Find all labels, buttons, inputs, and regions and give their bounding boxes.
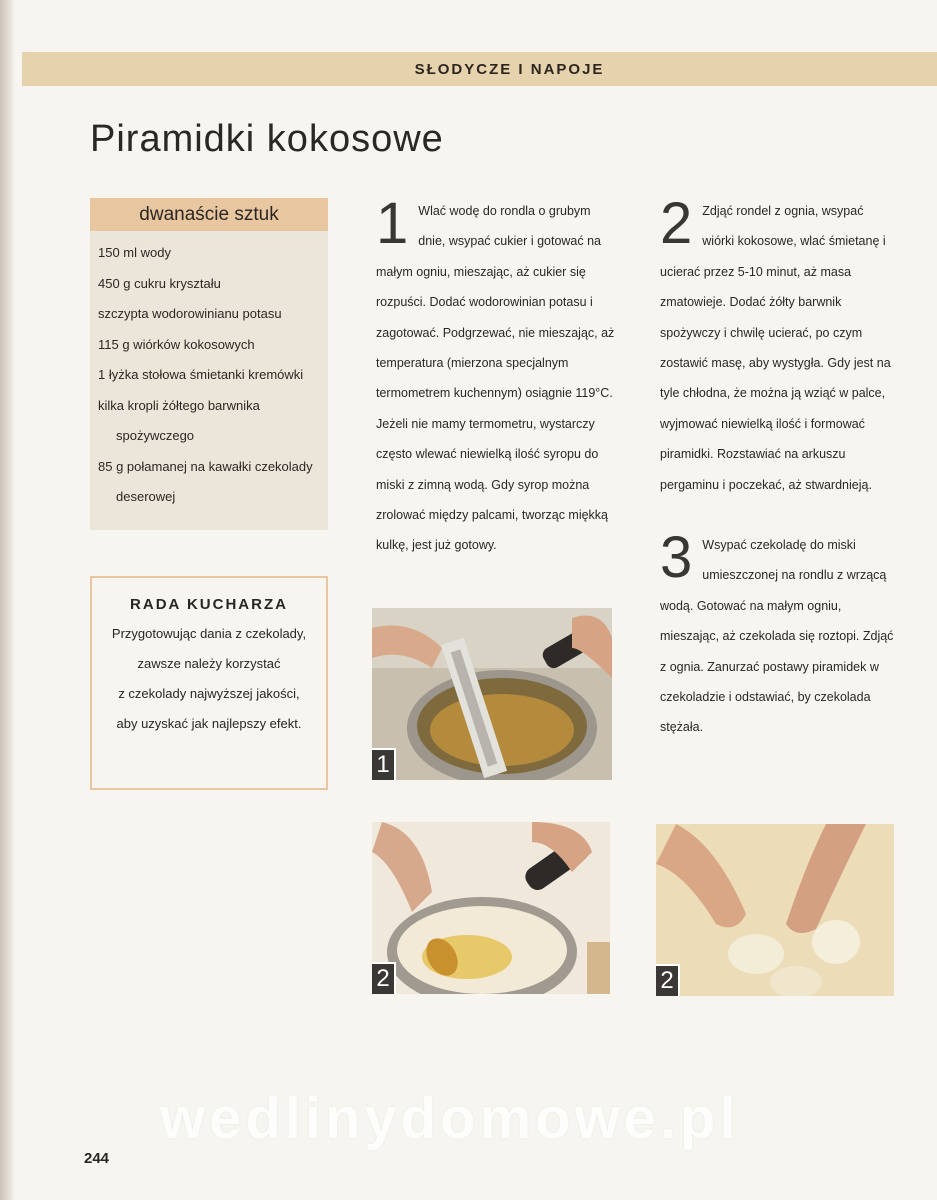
ingredient-item: szczypta wodorowinianu potasu bbox=[98, 306, 282, 321]
chef-tip-line: zawsze należy korzystać bbox=[137, 656, 281, 671]
ingredient-continuation-text: deserowej bbox=[116, 489, 176, 504]
ingredient-item: 85 g połamanej na kawałki czekolady bbox=[98, 458, 313, 474]
photo-step-label: 2 bbox=[656, 964, 680, 996]
chef-tip-heading: RADA KUCHARZA bbox=[130, 596, 288, 613]
ingredient-continuation-text: spożywczego bbox=[116, 428, 195, 443]
chef-tip-text bbox=[92, 619, 326, 739]
ingredient-item: kilka kropli żółtego barwnika bbox=[98, 397, 260, 413]
ingredient-item-continuation bbox=[98, 421, 324, 452]
photo-step-2a bbox=[372, 822, 610, 994]
ingredients-box bbox=[90, 198, 328, 530]
photo-step-2a-illustration bbox=[372, 822, 610, 994]
chef-tip-line: aby uzyskać jak najlepszy efekt. bbox=[116, 716, 302, 731]
ingredient-item: 1 łyżka stołowa śmietanki kremówki bbox=[98, 367, 304, 382]
page-number: 244 bbox=[84, 1150, 110, 1167]
step-number: 1 bbox=[376, 191, 409, 256]
step-number: 3 bbox=[660, 525, 693, 590]
step-text: Wlać wodę do rondla o grubym dnie, wsypać cukier i gotować na małym ogniu, mieszając, aż cukier się rozpuści. Dodać wodorowinian potasu i zagotować. Podgrzewać, nie mieszając, aż temperatura (mierzona specjalnym termometrem kuchennym) osiągnie 119°C. Jeżeli nie mamy termometru, wystarczy często wlewać niewielką ilość syropu do miski z zimną wodą. Gdy syrop można zrolować między palcami, tworząc miękką kulkę, jest już gotowy. bbox=[376, 204, 615, 553]
recipe-title: Piramidki kokosowe bbox=[90, 118, 444, 160]
step-2 bbox=[660, 191, 898, 500]
section-header bbox=[22, 52, 937, 86]
step-text: Wsypać czekoladę do miski umieszczonej na rondlu z wrzącą wodą. Gotować na małym ogniu, mieszając, aż czekolada się roztopi. Zdjąć z ognia. Zanurzać postawy piramidek w czekoladzie i odstawiać, by czekolada stężała. bbox=[660, 538, 894, 735]
ingredient-item-continuation bbox=[98, 482, 324, 513]
photo-step-1 bbox=[372, 608, 612, 780]
photo-step-1-illustration bbox=[372, 608, 612, 780]
step-number: 2 bbox=[660, 191, 693, 256]
step-3 bbox=[660, 525, 898, 743]
ingredients-list bbox=[98, 238, 324, 513]
photo-step-2b-illustration bbox=[656, 824, 894, 996]
ingredients-heading: dwanaście sztuk bbox=[90, 198, 328, 231]
chef-tip-box bbox=[90, 576, 328, 790]
section-title: SŁODYCZE I NAPOJE bbox=[414, 61, 605, 78]
photo-step-label: 1 bbox=[372, 748, 396, 780]
watermark: wedlinydomowe.pl bbox=[160, 1086, 740, 1151]
ingredient-item: 150 ml wody bbox=[98, 245, 171, 260]
chef-tip-line: z czekolady najwyższej jakości, bbox=[118, 686, 300, 701]
photo-step-2b bbox=[656, 824, 894, 996]
photo-step-label: 2 bbox=[372, 962, 396, 994]
step-1 bbox=[376, 191, 616, 561]
chef-tip-line: Przygotowując dania z czekolady, bbox=[111, 626, 307, 641]
ingredient-item: 450 g cukru kryształu bbox=[98, 275, 221, 291]
ingredient-item: 115 g wiórków kokosowych bbox=[98, 336, 255, 352]
step-text: Zdjąć rondel z ognia, wsypać wiórki kokosowe, wlać śmietanę i ucierać przez 5-10 minut, aż masa zmatowieje. Dodać żółty barwnik spożywczy i chwilę ucierać, po czym zostawić masę, aby wystygła. Gdy jest na tyle chłodna, że można ją wziąć w palce, wyjmować niewielką ilość i formować piramidki. Rozstawiać na arkuszu pergaminu i poczekać, aż stwardnieją. bbox=[660, 204, 891, 492]
page-binding-edge bbox=[0, 0, 14, 1200]
